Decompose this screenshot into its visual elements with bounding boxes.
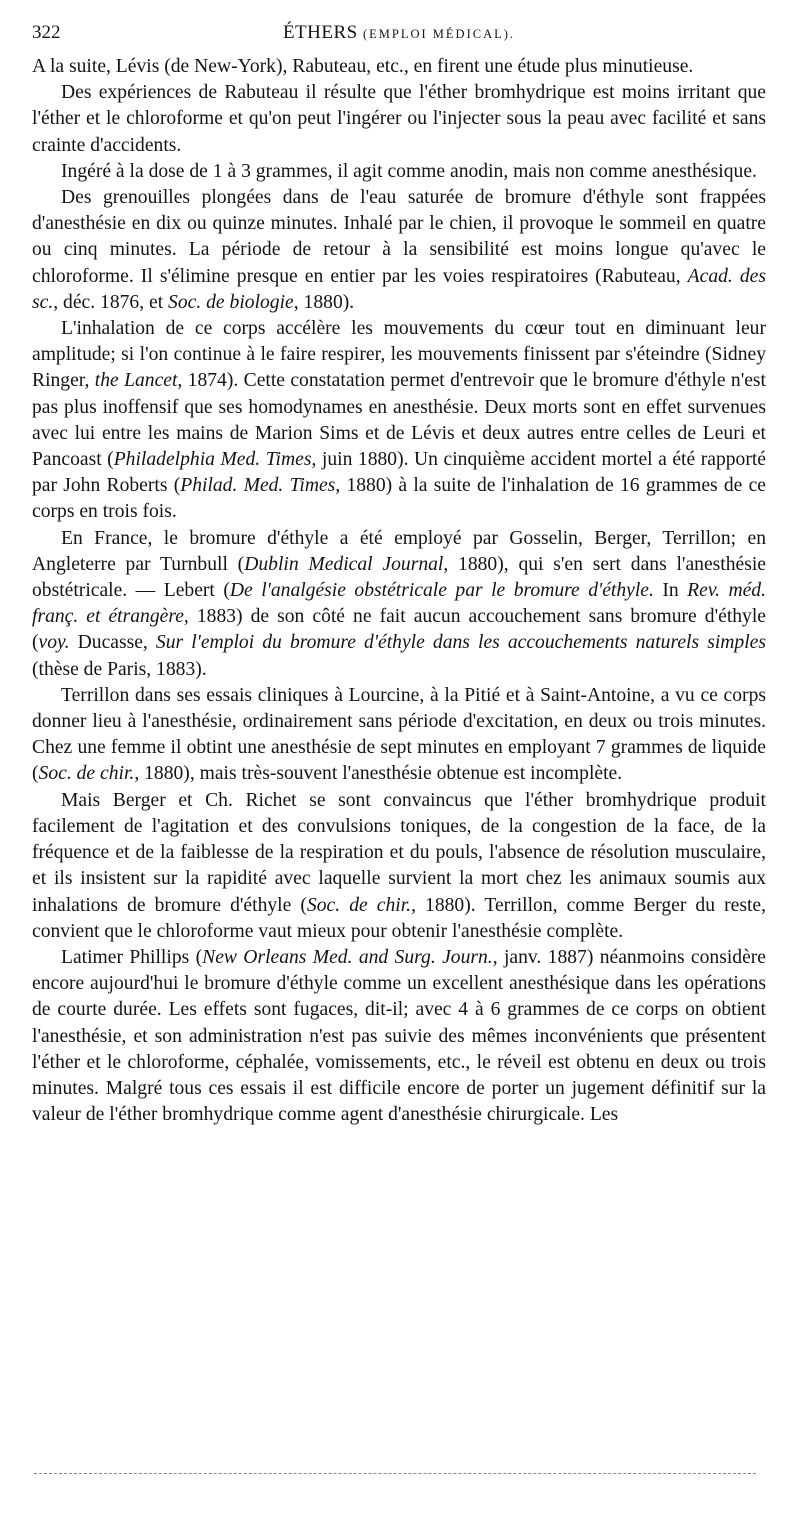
italic-run: Soc. de chir. xyxy=(306,894,412,916)
italic-run: the Lancet xyxy=(94,370,178,392)
italic-run: voy. xyxy=(38,632,70,654)
text-run: Ducasse, xyxy=(69,632,156,654)
text-run: A la suite, Lévis (de New-York), Rabuteau, etc., en firent une étude plus minutieuse. xyxy=(32,56,694,77)
text-run: Ingéré à la dose de 1 à 3 grammes, il agit comme anodin, mais non comme anesthésique. xyxy=(61,160,757,182)
paragraph xyxy=(32,526,766,683)
paragraph xyxy=(32,54,766,80)
italic-run: Acad. des sc. xyxy=(32,265,766,313)
text-run: Des expériences de Rabuteau il résulte que l'éther bromhydrique est moins irritant que l'éther et le chloroforme et qu'on peut l'ingérer ou l'injecter sous la peau avec facilité et sans crainte d'accidents. xyxy=(32,82,766,156)
text-run: Latimer Phillips ( xyxy=(61,946,203,968)
paragraph xyxy=(32,683,766,788)
text-run: , 1883) de son côté ne fait aucun accouchement sans bromure d'éthyle ( xyxy=(32,606,766,654)
text-run: , juin 1880). Un cinquième accident mortel a été rapporté par John Roberts ( xyxy=(32,449,767,497)
running-title: ÉTHERS xyxy=(282,22,358,43)
text-run: , 1880), qui s'en sert dans l'anesthésie obstétricale. — Lebert ( xyxy=(32,553,766,602)
italic-run: Soc. de biologie xyxy=(168,291,294,313)
italic-run: Dublin Medical Journal xyxy=(244,553,444,575)
document-page xyxy=(32,20,766,1128)
italic-run: Sur l'emploi du bromure d'éthyle dans les accouchements naturels simples xyxy=(155,632,766,654)
footer-rule xyxy=(34,1473,756,1474)
running-head xyxy=(32,20,766,47)
text-run: , janv. 1887) néanmoins considère encore aujourd'hui le bromure d'éthyle comme un excellent anesthésique dans les opérations de courte durée. Les effets sont fugaces, dit-il; avec 4 à 6 grammes de ce corps on obtient l'anesthésie, et son administration n'est pas suivie des mêmes inconvénients que présentent l'éther et le chloroforme, céphalée, vomissements, etc., le réveil est obtenu en deux ou trois minutes. Malgré tous ces essais il est difficile encore de porter un jugement définitif sur la valeur de l'éther bromhydrique comme agent d'anesthésie chirurgicale. Les xyxy=(32,946,766,1126)
italic-run: Rev. méd. franç. et étrangère xyxy=(32,580,766,628)
italic-run: De l'analgésie obstétricale par le bromure d'éthyle. xyxy=(229,580,654,602)
paragraph xyxy=(32,316,766,526)
paragraph xyxy=(32,945,766,1128)
text-run: , 1880). xyxy=(293,291,355,313)
text-run: , 1880), mais très-souvent l'anesthésie obtenue est incomplète. xyxy=(134,763,623,785)
body-text xyxy=(32,54,766,1128)
text-run: , 1880). Terrillon, comme Berger du reste, convient que le chloroforme vaut mieux pour obtenir l'anesthésie complète. xyxy=(32,894,766,942)
text-run: In xyxy=(653,580,688,602)
text-run: (thèse de Paris, 1883). xyxy=(32,658,207,680)
italic-run: Philad. Med. Times xyxy=(180,475,336,497)
text-run: Terrillon dans ses essais cliniques à Lourcine, à la Pitié et à Saint-Antoine, a vu ce corps donner lieu à l'anesthésie, ordinairement sans période d'excitation, en deux ou trois minutes. Chez une femme il obtint une anesthésie de sept minutes en employant 7 grammes de liquide ( xyxy=(32,684,766,785)
text-run: , 1874). Cette constatation permet d'entrevoir que le bromure d'éthyle n'est pas plus inoffensif que ses homodynames en anesthésie. Deux morts sont en effet survenues avec lui entre les mains de Marion Sims et de Lévis et deux autres entre celles de Leuri et Pancoast ( xyxy=(32,370,766,471)
text-run: Mais Berger et Ch. Richet se sont convaincus que l'éther bromhydrique produit facilement de l'agitation et des convulsions toniques, de la congestion de la face, de la fréquence et de la faiblesse de la respiration et du pouls, l'absence de résolution musculaire, et ils insistent sur la rapidité avec laquelle survient la mort chez les animaux soumis aux inhalations de bromure d'éthyle ( xyxy=(32,789,766,916)
text-run: , 1880) à la suite de l'inhalation de 16 grammes de ce corps en trois fois. xyxy=(32,475,766,523)
italic-run: New Orleans Med. and Surg. Journ. xyxy=(202,946,493,968)
paragraph xyxy=(32,185,766,316)
text-run: En France, le bromure d'éthyle a été employé par Gosselin, Berger, Terrillon; en Angleterre par Turnbull ( xyxy=(32,527,766,575)
text-run: L'inhalation de ce corps accélère les mouvements du cœur tout en diminuant leur amplitude; si l'on continue à le faire respirer, les mouvements finissent par s'éteindre (Sidney Ringer, xyxy=(32,318,766,392)
page-header xyxy=(32,20,766,48)
paragraph xyxy=(32,788,766,945)
text-run: , déc. 1876, et xyxy=(53,291,169,313)
running-subtitle: (EMPLOI MÉDICAL). xyxy=(362,27,516,41)
text-run: Des grenouilles plongées dans de l'eau saturée de bromure d'éthyle sont frappées d'anesthésie en dix ou quinze minutes. Inhalé par le chien, il provoque le sommeil en quatre ou cinq minutes. La période de retour à la sensibilité est moins longue qu'avec le chloroforme. Il s'élimine presque en entier par les voies respiratoires (Rabuteau, xyxy=(32,187,766,287)
italic-run: Soc. de chir. xyxy=(38,763,135,785)
paragraph xyxy=(32,159,766,185)
italic-run: Philadelphia Med. Times xyxy=(113,449,312,471)
page-number: 322 xyxy=(32,22,61,43)
paragraph xyxy=(32,80,766,159)
